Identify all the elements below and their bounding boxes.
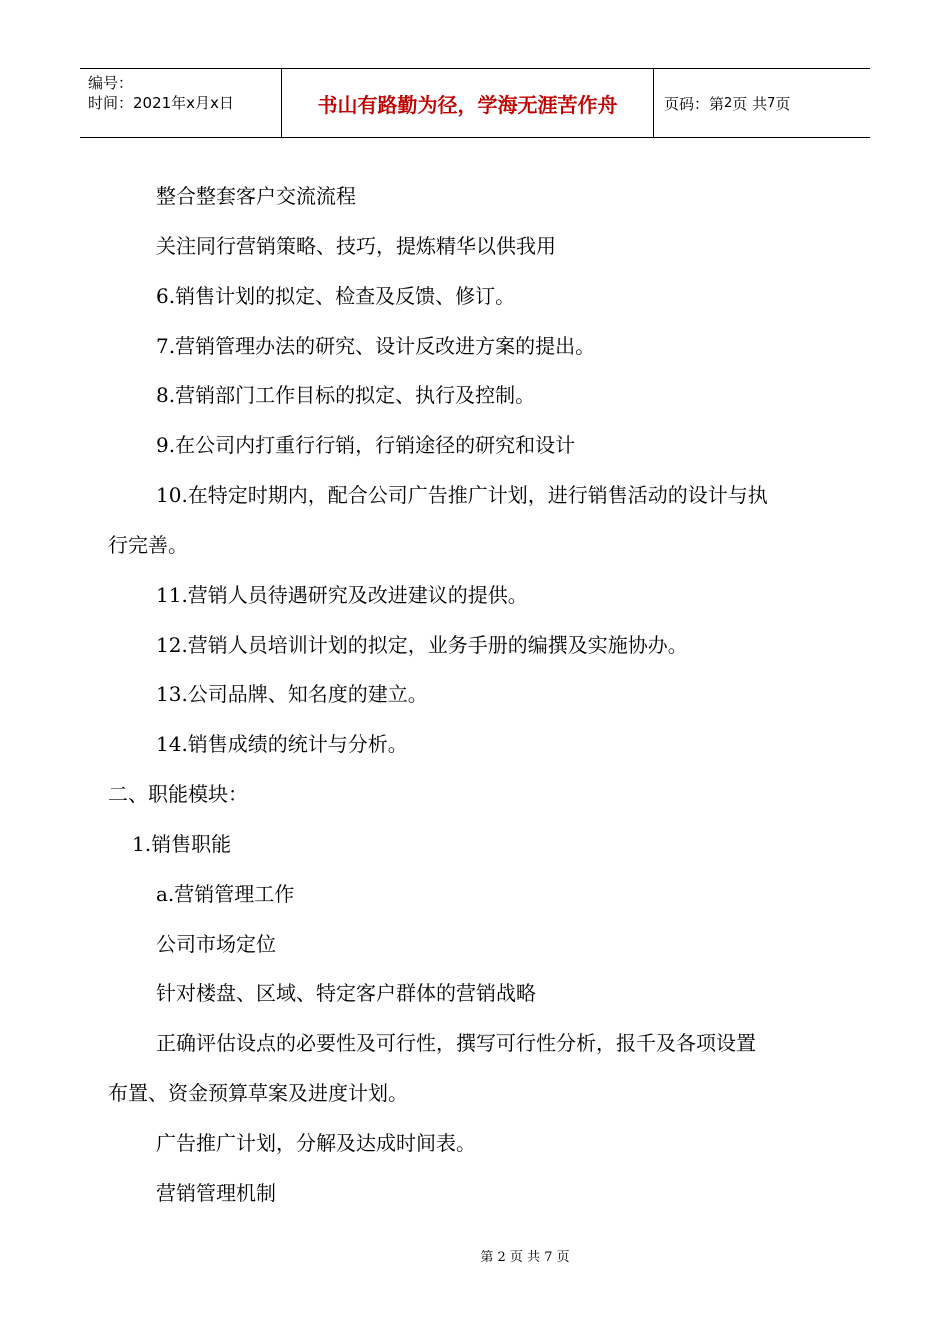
- paragraph-line: 广告推广计划，分解及达成时间表。: [156, 1131, 476, 1155]
- page-mid: 页 共: [732, 94, 768, 113]
- section-heading: 二、职能模块：: [108, 782, 248, 806]
- paragraph-line: 整合整套客户交流流程: [156, 184, 356, 208]
- paragraph-line: 13.公司品牌、知名度的建立。: [156, 682, 428, 706]
- paragraph-line: 关注同行营销策略、技巧，提炼精华以供我用: [156, 234, 556, 258]
- paragraph-line: 公司市场定位: [156, 932, 276, 956]
- paragraph-line: 8.营销部门工作目标的拟定、执行及控制。: [156, 383, 536, 407]
- paragraph-line: 10.在特定时期内，配合公司广告推广计划，进行销售活动的设计与执: [156, 483, 768, 507]
- page-footer: 第 2 页 共 7 页: [480, 1250, 570, 1265]
- paragraph-line: 11.营销人员待遇研究及改进建议的提供。: [156, 583, 528, 607]
- page-label: 页码：第: [664, 94, 725, 113]
- paragraph-line: 12.营销人员培训计划的拟定，业务手册的编撰及实施协办。: [156, 633, 688, 657]
- header-table: [80, 68, 870, 138]
- paragraph-line: 布置、资金预算草案及进度计划。: [108, 1081, 408, 1105]
- header-info-cell: [80, 69, 282, 137]
- paragraph-line: a.营销管理工作: [156, 882, 295, 906]
- paragraph-line: 行完善。: [108, 533, 188, 557]
- number-label: 编号：: [88, 74, 134, 92]
- paragraph-line: 14.销售成绩的统计与分析。: [156, 732, 408, 756]
- subsection-heading: 1.销售职能: [132, 832, 232, 856]
- paragraph-line: 9.在公司内打重行行销，行销途径的研究和设计: [156, 433, 576, 457]
- paragraph-line: 正确评估设点的必要性及可行性，撰写可行性分析，报千及各项设置: [156, 1031, 756, 1055]
- header-motto: 书山有路勤为径，学海无涯苦作舟: [282, 69, 654, 137]
- time-label: 时间：2021年x月x日: [88, 94, 234, 112]
- page-number: 2: [724, 95, 733, 111]
- page-total: 7: [767, 95, 776, 111]
- paragraph-line: 6.销售计划的拟定、检查及反馈、修订。: [156, 284, 516, 308]
- paragraph-line: 营销管理机制: [156, 1181, 276, 1205]
- paragraph-line: 7.营销管理办法的研究、设计反改进方案的提出。: [156, 334, 596, 358]
- paragraph-line: 针对楼盘、区域、特定客户群体的营销战略: [156, 981, 536, 1005]
- page-end: 页: [775, 94, 791, 113]
- header-page-cell: [654, 69, 870, 137]
